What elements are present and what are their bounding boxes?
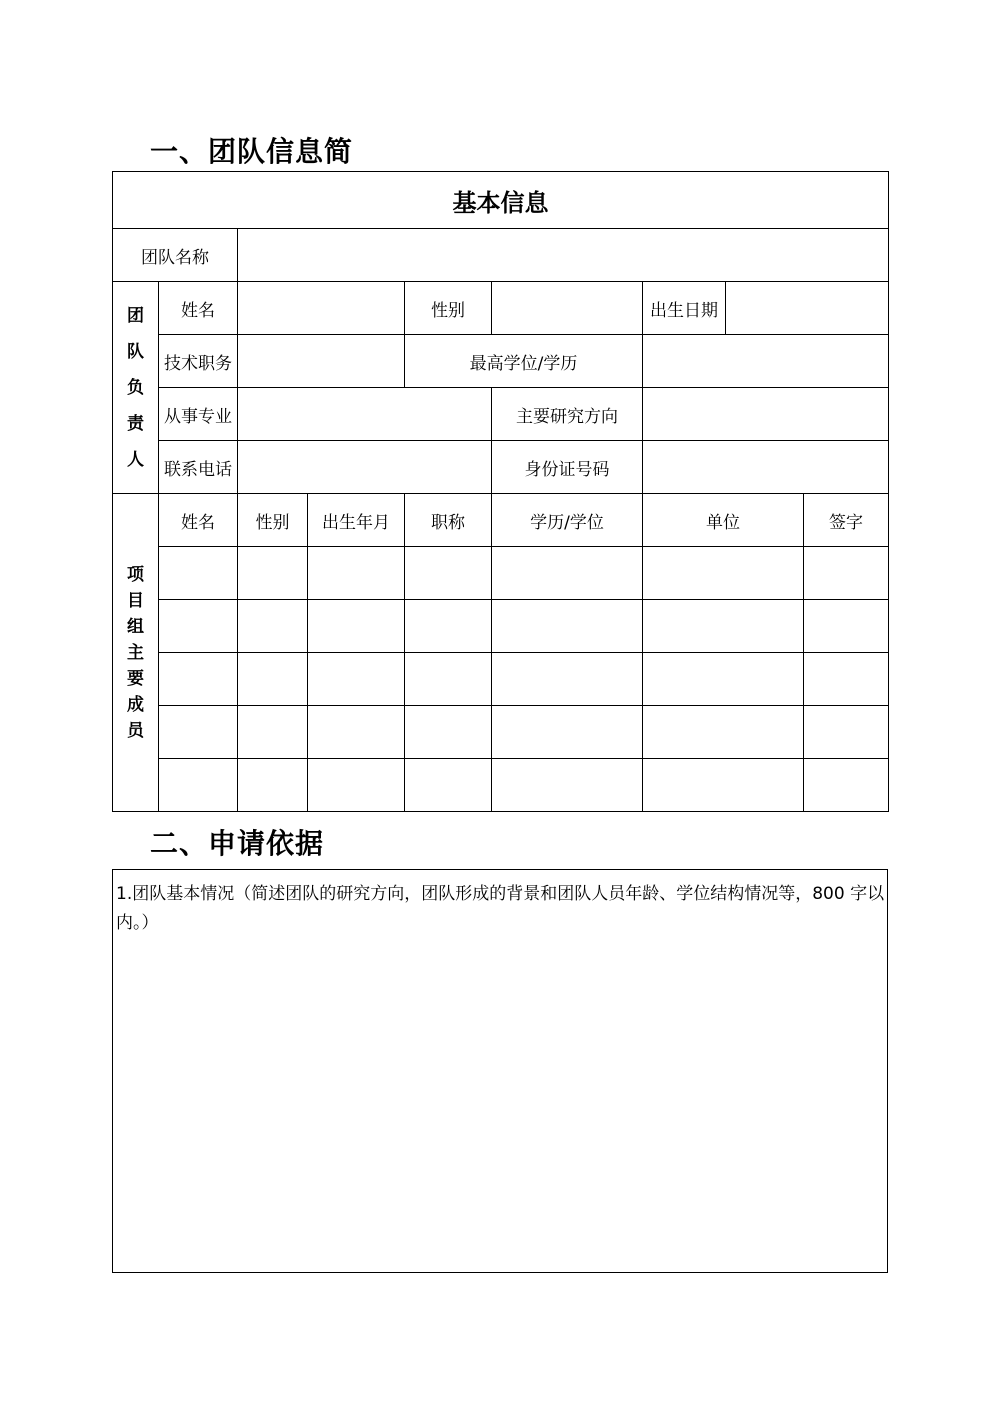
member-cell[interactable] — [159, 759, 238, 812]
leader-degree-field[interactable] — [643, 335, 889, 388]
section-heading-application-basis: 二、申请依据 — [150, 827, 325, 860]
leader-group-char: 人 — [127, 449, 144, 470]
members-group-char: 组 — [127, 616, 144, 637]
member-cell[interactable] — [804, 653, 889, 706]
leader-group-char: 团 — [127, 305, 144, 326]
leader-name-label: 姓名 — [159, 282, 238, 335]
member-col-header: 签字 — [804, 494, 889, 547]
member-cell[interactable] — [643, 653, 804, 706]
leader-title-label: 技术职务 — [159, 335, 238, 388]
member-cell[interactable] — [159, 653, 238, 706]
member-cell[interactable] — [238, 600, 308, 653]
member-col-header: 职称 — [405, 494, 492, 547]
member-col-header: 出生年月 — [308, 494, 405, 547]
member-cell[interactable] — [308, 759, 405, 812]
leader-gender-field[interactable] — [492, 282, 643, 335]
leader-major-label: 从事专业 — [159, 388, 238, 441]
member-cell[interactable] — [405, 706, 492, 759]
member-cell[interactable] — [159, 547, 238, 600]
member-col-header: 单位 — [643, 494, 804, 547]
member-col-header: 姓名 — [159, 494, 238, 547]
member-col-header: 性别 — [238, 494, 308, 547]
leader-title-field[interactable] — [238, 335, 405, 388]
leader-degree-label: 最高学位/学历 — [405, 335, 643, 388]
leader-major-field[interactable] — [238, 388, 492, 441]
member-row — [113, 759, 889, 812]
member-cell[interactable] — [643, 706, 804, 759]
members-group-char: 项 — [127, 564, 144, 585]
member-cell[interactable] — [405, 547, 492, 600]
member-cell[interactable] — [405, 600, 492, 653]
member-cell[interactable] — [804, 547, 889, 600]
member-col-header: 学历/学位 — [492, 494, 643, 547]
member-cell[interactable] — [804, 600, 889, 653]
member-cell[interactable] — [308, 600, 405, 653]
leader-group-char: 负 — [127, 377, 144, 398]
leader-research-field[interactable] — [643, 388, 889, 441]
member-cell[interactable] — [159, 706, 238, 759]
member-cell[interactable] — [238, 547, 308, 600]
leader-birth-field[interactable] — [726, 282, 889, 335]
leader-gender-label: 性别 — [405, 282, 492, 335]
members-group-char: 主 — [127, 642, 144, 663]
member-cell[interactable] — [308, 547, 405, 600]
member-row — [113, 600, 889, 653]
table-title: 基本信息 — [113, 172, 889, 229]
member-cell[interactable] — [238, 759, 308, 812]
team-name-field[interactable] — [238, 229, 889, 282]
leader-research-label: 主要研究方向 — [492, 388, 643, 441]
leader-group-char: 责 — [127, 413, 144, 434]
member-cell[interactable] — [238, 653, 308, 706]
team-situation-prompt: 1.团队基本情况（简述团队的研究方向，团队形成的背景和团队人员年龄、学位结构情况等，800 字以内。） — [116, 884, 885, 933]
member-cell[interactable] — [492, 600, 643, 653]
member-cell[interactable] — [804, 759, 889, 812]
member-cell[interactable] — [492, 759, 643, 812]
member-cell[interactable] — [405, 653, 492, 706]
team-situation-textarea[interactable] — [112, 869, 888, 1273]
member-cell[interactable] — [492, 547, 643, 600]
section-heading-team-info: 一、团队信息简 — [150, 135, 354, 168]
member-cell[interactable] — [643, 600, 804, 653]
member-cell[interactable] — [492, 706, 643, 759]
members-group-char: 成 — [127, 694, 144, 715]
team-name-label: 团队名称 — [113, 229, 238, 282]
leader-id-field[interactable] — [643, 441, 889, 494]
member-row — [113, 547, 889, 600]
leader-birth-label: 出生日期 — [643, 282, 726, 335]
member-cell[interactable] — [643, 759, 804, 812]
member-cell[interactable] — [405, 759, 492, 812]
basic-info-table — [112, 171, 889, 812]
member-cell[interactable] — [804, 706, 889, 759]
member-cell[interactable] — [308, 706, 405, 759]
leader-group-label — [113, 282, 159, 494]
leader-group-char: 队 — [127, 341, 144, 362]
member-cell[interactable] — [308, 653, 405, 706]
member-cell[interactable] — [238, 706, 308, 759]
members-group-label — [113, 494, 159, 812]
leader-id-label: 身份证号码 — [492, 441, 643, 494]
members-group-char: 员 — [127, 720, 144, 741]
member-cell[interactable] — [643, 547, 804, 600]
member-row — [113, 706, 889, 759]
members-group-char: 目 — [127, 590, 144, 611]
members-group-char: 要 — [127, 668, 144, 689]
leader-phone-field[interactable] — [238, 441, 492, 494]
member-cell[interactable] — [492, 653, 643, 706]
member-row — [113, 653, 889, 706]
leader-phone-label: 联系电话 — [159, 441, 238, 494]
member-cell[interactable] — [159, 600, 238, 653]
leader-name-field[interactable] — [238, 282, 405, 335]
